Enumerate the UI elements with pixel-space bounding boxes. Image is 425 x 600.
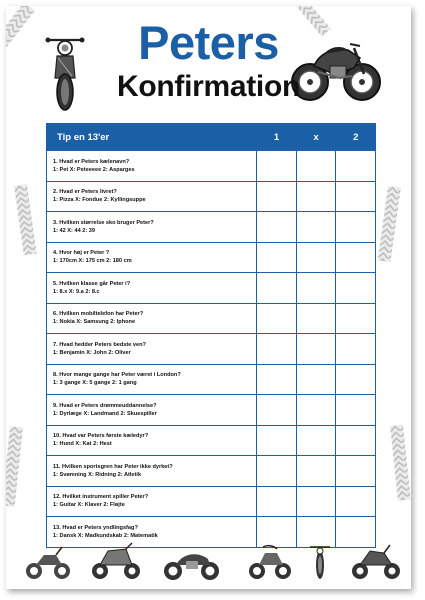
question-options: 1: Dansk X: Madkundskab 2: Matematik [53,532,158,539]
question-options: 1: 8.x X: 9.a 2: 8.c [53,288,100,295]
motorcycle-icon [352,545,400,579]
question-text: 9. Hvad er Peters drømmeuddannelse? [53,402,157,409]
answer-box-x[interactable] [296,364,336,395]
question-text: 3. Hvilken størrelse sko bruger Peter? [53,219,154,226]
question-cell [47,395,257,426]
answer-box-x[interactable] [296,334,336,365]
answer-box-1[interactable] [257,395,297,426]
answer-box-1[interactable] [257,334,297,365]
question-cell [47,151,257,182]
answer-box-2[interactable] [336,456,376,487]
header-label: Tip en 13'er [47,124,257,151]
answer-box-2[interactable] [336,151,376,182]
question-text: 7. Hvad hedder Peters bedste ven? [53,341,146,348]
header-col-2: 2 [336,124,376,151]
answer-box-2[interactable] [336,486,376,517]
quiz-sheet [6,6,411,589]
question-cell [47,425,257,456]
motorcycle-icon [310,547,330,579]
question-options: 1: Guitar X: Klaver 2: Fløjte [53,502,125,509]
header-col-1: 1 [257,124,297,151]
answer-box-2[interactable] [336,181,376,212]
table-row [47,273,376,304]
answer-box-2[interactable] [336,212,376,243]
question-text: 12. Hvilket instrument spiller Peter? [53,494,149,501]
motorcycle-icon [249,546,291,579]
motorcycle-icon [26,547,70,579]
motorcycle-icon [164,554,219,580]
answer-box-1[interactable] [257,151,297,182]
question-cell [47,364,257,395]
answer-box-1[interactable] [257,181,297,212]
question-options: 1: Benjamin X: John 2: Oliver [53,349,131,356]
tire-track-icon [6,426,23,507]
answer-box-x[interactable] [296,212,336,243]
answer-box-2[interactable] [336,425,376,456]
question-options: 1: Dyrlæge X: Landmand 2: Skuespiller [53,410,157,417]
answer-box-2[interactable] [336,242,376,273]
question-cell [47,456,257,487]
answer-box-2[interactable] [336,273,376,304]
table-row [47,425,376,456]
question-options: 1: Svømning X: Ridning 2: Atletik [53,471,142,478]
tire-track-icon [14,184,37,255]
table-row [47,181,376,212]
answer-box-x[interactable] [296,273,336,304]
tire-track-icon [390,425,411,501]
question-text: 8. Hvor mange gange har Peter været i London? [53,372,181,379]
answer-box-x[interactable] [296,181,336,212]
answer-box-x[interactable] [296,425,336,456]
answer-box-2[interactable] [336,395,376,426]
table-row [47,486,376,517]
header-col-x: x [296,124,336,151]
title-name: Peters [138,16,279,69]
question-options: 1: Hund X: Kat 2: Hest [53,441,112,448]
answer-box-1[interactable] [257,456,297,487]
title-event: Konfirmation [116,70,301,103]
question-text: 5. Hvilken klasse går Peter i? [53,280,131,287]
quiz-rows [47,151,376,548]
question-cell [47,334,257,365]
question-text: 1. Hvad er Peters kælenavn? [53,158,130,165]
question-text: 13. Hvad er Peters yndlingsfag? [53,524,138,531]
question-options: 1: Pet X: Peteeeee 2: Asparges [53,166,135,173]
answer-box-x[interactable] [296,151,336,182]
table-row [47,334,376,365]
answer-box-1[interactable] [257,303,297,334]
answer-box-x[interactable] [296,456,336,487]
answer-box-1[interactable] [257,364,297,395]
table-row [47,395,376,426]
question-options: 1: 170cm X: 175 cm 2: 180 cm [53,258,132,265]
answer-box-x[interactable] [296,395,336,426]
answer-box-1[interactable] [257,212,297,243]
answer-box-2[interactable] [336,303,376,334]
motorcycle-icon [92,543,140,579]
question-text: 2. Hvad er Peters livret? [53,189,117,196]
question-text: 10. Hvad var Peters første kæledyr? [53,433,149,440]
quiz-table [46,123,376,548]
answer-box-x[interactable] [296,303,336,334]
answer-box-2[interactable] [336,334,376,365]
tire-track-icon [378,186,401,262]
question-text: 11. Hvilken sportsgren har Peter ikke dyrket? [53,463,173,470]
question-options: 1: 3 gange X: 5 gange 2: 1 gang [53,380,137,387]
table-header-row [47,124,376,151]
question-cell [47,242,257,273]
question-cell [47,181,257,212]
answer-box-1[interactable] [257,486,297,517]
answer-box-1[interactable] [257,242,297,273]
question-cell [47,273,257,304]
question-cell [47,212,257,243]
answer-box-2[interactable] [336,364,376,395]
table-row [47,303,376,334]
answer-box-x[interactable] [296,486,336,517]
answer-box-1[interactable] [257,425,297,456]
question-cell [47,486,257,517]
table-row [47,456,376,487]
table-row [47,242,376,273]
answer-box-1[interactable] [257,273,297,304]
table-row [47,212,376,243]
question-options: 1: Pizza X: Fondue 2: Kyllingsuppe [53,197,146,204]
table-row [47,364,376,395]
bottom-motorcycles [6,541,411,581]
question-options: 1: Nokia X: Samsung 2: Iphone [53,319,136,326]
table-row [47,151,376,182]
question-options: 1: 42 X: 44 2: 39 [53,227,95,234]
question-text: 4. Hvor høj er Peter ? [53,250,110,257]
question-text: 6. Hvilken mobiltelefon har Peter? [53,311,144,318]
question-cell [47,303,257,334]
answer-box-x[interactable] [296,242,336,273]
